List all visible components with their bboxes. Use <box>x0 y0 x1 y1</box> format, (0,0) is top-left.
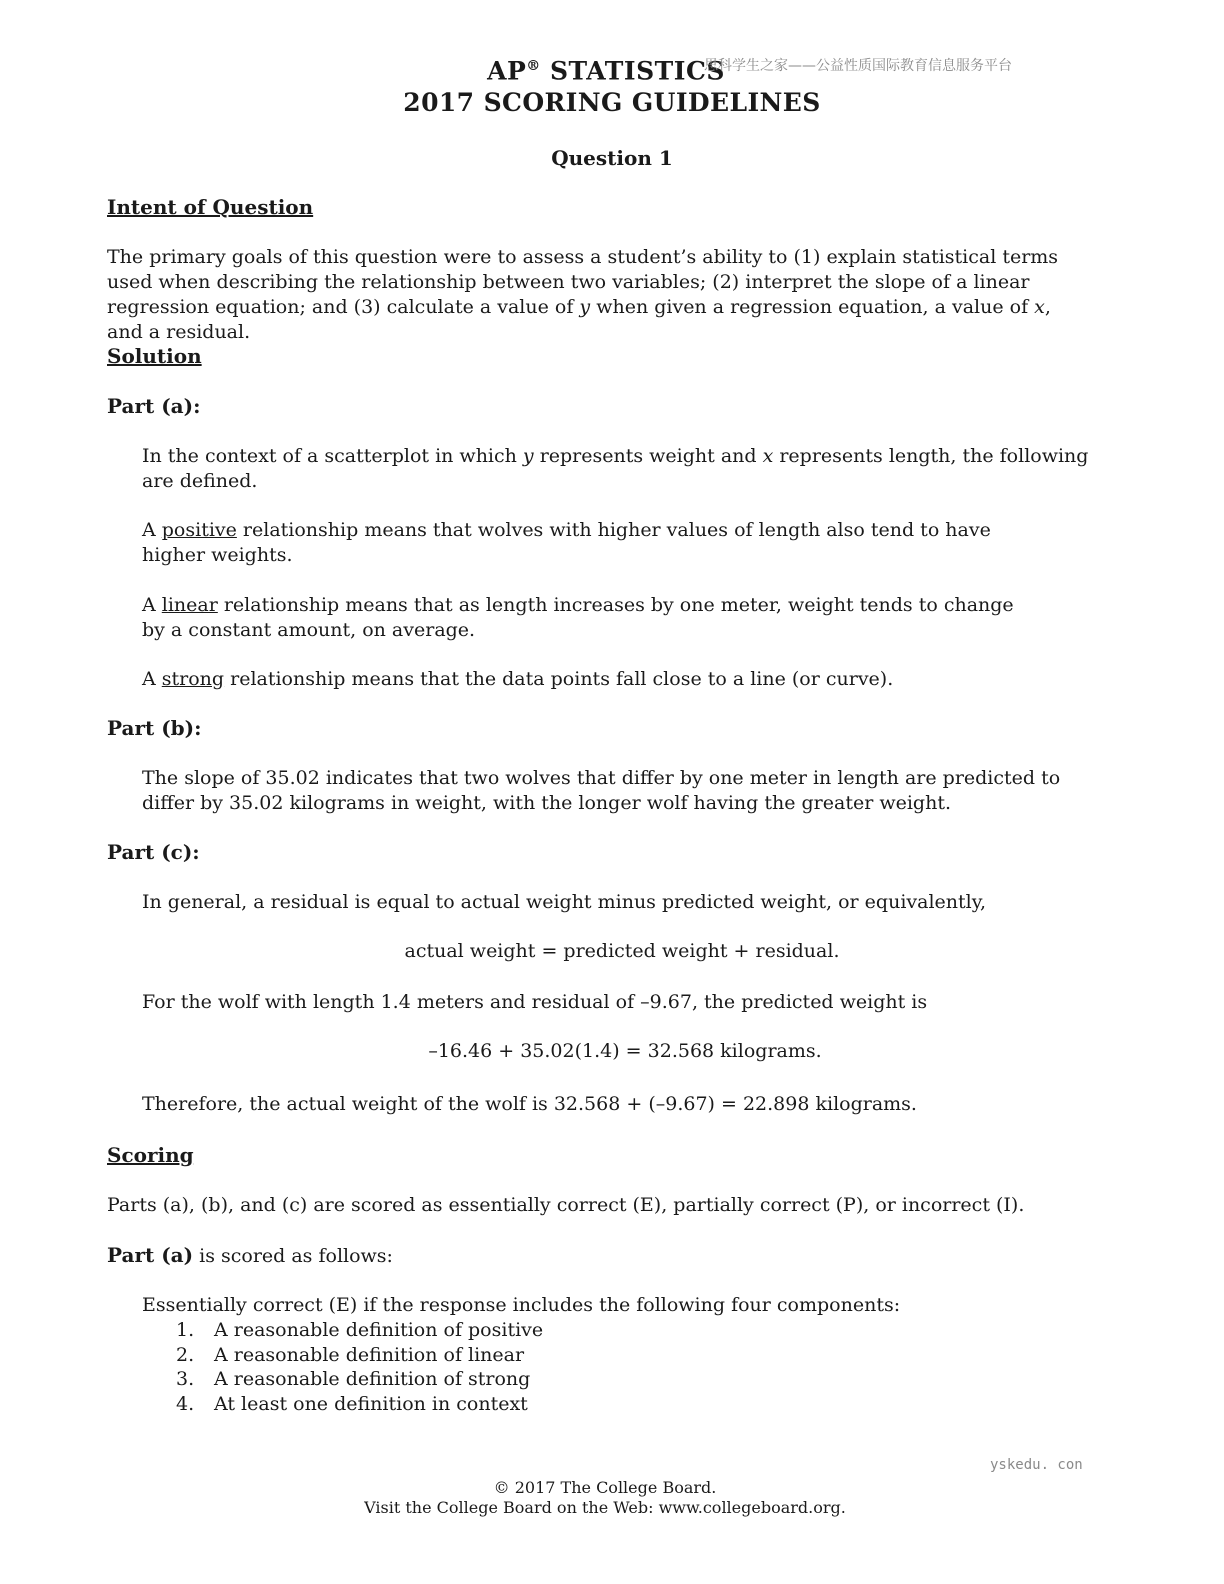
scoring-intro: Parts (a), (b), and (c) are scored as essentially correct (E), partially correct (P), or incorrect (I). <box>107 1194 1025 1216</box>
part-c-label: Part (c): <box>107 840 200 864</box>
part-c-general: In general, a residual is equal to actual weight minus predicted weight, or equivalently, <box>142 891 986 913</box>
term-linear: linear <box>161 594 218 616</box>
intent-paragraph: The primary goals of this question were to assess a student’s ability to (1) explain statistical terms used when describing the relationship between two variables; (2) interpret the slope of a linear regression equation; and (3) calculate a value of y when given a regression equation, a value of x, and a residual. <box>107 246 1059 343</box>
website-notice: Visit the College Board on the Web: www.collegeboard.org. <box>364 1498 846 1517</box>
part-b-label: Part (b): <box>107 716 202 740</box>
part-b-text: The slope of 35.02 indicates that two wolves that differ by one meter in length are predicted to differ by 35.02 kilograms in weight, with the longer wolf having the greater weight. <box>142 767 1061 814</box>
page-header <box>0 50 1224 119</box>
var-x: x <box>1034 296 1045 318</box>
positive-definition: A positive relationship means that wolves with higher values of length also tend to have higher weights. <box>142 519 991 566</box>
list-item: 4. At least one definition in context <box>176 1392 528 1415</box>
list-item: 2. A reasonable definition of linear <box>176 1343 525 1366</box>
residual-equation: actual weight = predicted weight + residual. <box>404 940 840 962</box>
scoring-heading: Scoring <box>107 1143 194 1167</box>
list-item: 1. A reasonable definition of positive <box>176 1319 544 1341</box>
essentially-correct-text: Essentially correct (E) if the response includes the following four components: <box>142 1294 901 1316</box>
list-item: 3. A reasonable definition of strong <box>176 1368 531 1390</box>
intent-heading: Intent of Question <box>107 195 314 219</box>
linear-definition: A linear relationship means that as length increases by one meter, weight tends to change by a constant amount, on average. <box>142 594 1014 641</box>
registered-mark: ® <box>526 58 541 74</box>
header-title <box>0 50 1224 87</box>
header-title-prefix: AP <box>487 56 527 86</box>
question-title: Question 1 <box>551 146 673 170</box>
term-positive: positive <box>161 519 237 541</box>
watermark-bottom: yskedu. con <box>990 1457 1083 1473</box>
header-subtitle: 2017 SCORING GUIDELINES <box>403 88 821 118</box>
actual-weight-statement: Therefore, the actual weight of the wolf is 32.568 + (–9.67) = 22.898 kilograms. <box>142 1093 917 1115</box>
watermark-top: 思科学生之家——公益性质国际教育信息服务平台 <box>704 58 1012 74</box>
copyright: © 2017 The College Board. <box>493 1478 717 1497</box>
part-a-context: In the context of a scatterplot in which y represents weight and x represents length, the following are defined. <box>142 445 1089 492</box>
page-footer <box>0 1478 1210 1518</box>
part-a-label: Part (a): <box>107 394 201 418</box>
var-y: y <box>579 296 591 318</box>
strong-definition: A strong relationship means that the data points fall close to a line (or curve). <box>142 668 894 690</box>
header-title-suffix: STATISTICS <box>540 56 725 86</box>
part-a-scoring: Part (a) is scored as follows: <box>107 1243 393 1267</box>
predicted-calculation: –16.46 + 35.02(1.4) = 32.568 kilograms. <box>428 1040 822 1062</box>
residual-value: –9.67 <box>640 991 692 1013</box>
wolf-statement: For the wolf with length 1.4 meters and residual of –9.67, the predicted weight is <box>142 991 928 1013</box>
term-strong: strong <box>161 668 225 690</box>
criteria-list <box>176 1318 543 1416</box>
solution-heading: Solution <box>107 344 202 368</box>
